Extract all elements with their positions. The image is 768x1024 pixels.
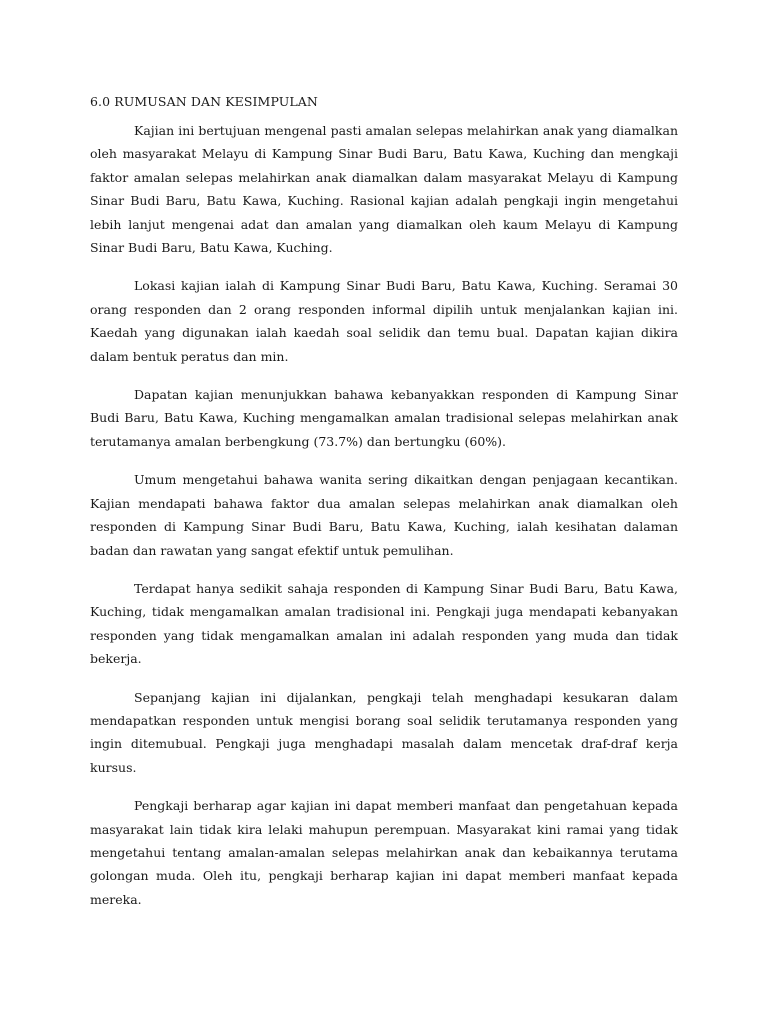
section-heading: 6.0 RUMUSAN DAN KESIMPULAN — [90, 94, 318, 109]
paragraph-findings: Dapatan kajian menunjukkan bahawa kebanyakkan responden di Kampung Sinar Budi Baru, Batu Kawa, Kuching mengamalkan amalan tradisional selepas melahirkan anak terutamanya amalan berbengkung (73.7%) dan bertungku (60%). — [90, 387, 678, 449]
paragraph-non-practitioners: Terdapat hanya sedikit sahaja responden di Kampung Sinar Budi Baru, Batu Kawa, Kuching, tidak mengamalkan amalan tradisional ini. Pengkaji juga mendapati kebanyakan responden yang tidak mengamalkan amalan ini adalah responden yang muda dan tidak bekerja. — [90, 580, 678, 667]
paragraph-location: Lokasi kajian ialah di Kampung Sinar Budi Baru, Batu Kawa, Kuching. Seramai 30 orang responden dan 2 orang responden informal dipilih untuk menjalankan kajian ini. Kaedah yang digunakan ialah kaedah soal selidik dan temu bual. Dapatan kajian dikira dalam bentuk peratus dan min. — [90, 278, 678, 364]
paragraph-factors: Umum mengetahui bahawa wanita sering dikaitkan dengan penjagaan kecantikan. Kajian mendapati bahawa faktor dua amalan selepas melahirkan anak diamalkan oleh responden di Kampung Sinar Budi Baru, Batu Kawa, Kuching, ialah kesihatan dalaman badan dan rawatan yang sangat efektif untuk pemulihan. — [90, 472, 678, 558]
document-body — [90, 92, 678, 926]
paragraph-difficulties: Sepanjang kajian ini dijalankan, pengkaji telah menghadapi kesukaran dalam mendapatkan responden untuk mengisi borang soal selidik terutamanya responden yang ingin ditemubual. Pengkaji juga menghadapi masalah dalam mencetak draf-draf kerja kursus. — [90, 689, 678, 775]
paragraph-hope: Pengkaji berharap agar kajian ini dapat memberi manfaat dan pengetahuan kepada masyarakat lain tidak kira lelaki mahupun perempuan. Masyarakat kini ramai yang tidak mengetahui tentang amalan-amalan selepas melahirkan anak dan kebaikannya terutama golongan muda. Oleh itu, pengkaji berharap kajian ini dapat memberi manfaat kepada mereka. — [90, 798, 678, 907]
paragraph-purpose: Kajian ini bertujuan mengenal pasti amalan selepas melahirkan anak yang diamalkan oleh masyarakat Melayu di Kampung Sinar Budi Baru, Batu Kawa, Kuching dan mengkaji faktor amalan selepas melahirkan anak diamalkan dalam masyarakat Melayu di Kampung Sinar Budi Baru, Batu Kawa, Kuching. Rasional kajian adalah pengkaji ingin mengetahui lebih lanjut mengenai adat dan amalan yang diamalkan oleh kaum Melayu di Kampung Sinar Budi Baru, Batu Kawa, Kuching. — [90, 123, 678, 256]
